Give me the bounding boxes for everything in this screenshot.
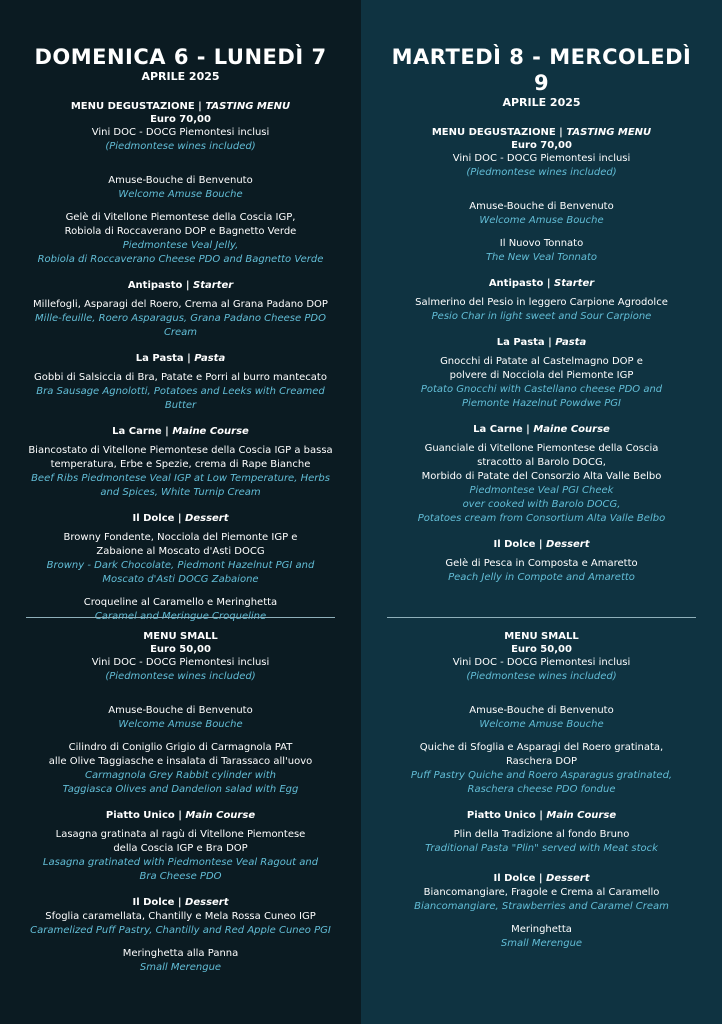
dish-it: Amuse-Bouche di Benvenuto xyxy=(469,705,614,716)
course-title-it: Il Dolce | xyxy=(493,873,547,884)
amuse-bouche xyxy=(385,200,698,228)
dish-en: Beef Ribs Piedmontese Veal IGP at Low Temperature, Herbs xyxy=(31,473,330,484)
course-title-it: La Pasta | xyxy=(135,353,195,364)
course-title-dolce xyxy=(385,872,698,886)
dish-en: Potato Gnocchi with Castellano cheese PDO and xyxy=(420,384,663,395)
dish-en: Pesio Char in light sweet and Sour Carpione xyxy=(431,311,652,322)
course-title-dolce xyxy=(24,512,337,526)
wines-included-it: Vini DOC - DOCG Piemontesi inclusi xyxy=(91,657,270,668)
dish-en: over cooked with Barolo DOCG, xyxy=(462,499,621,510)
dish-en: Lasagna gratinated with Piedmontese Veal Ragout and xyxy=(42,857,319,868)
dish-en: Piedmontese Veal PGI Cheek xyxy=(469,485,614,496)
tasting-menu-heading-en: TASTING MENU xyxy=(205,101,291,112)
dish-it: Amuse-Bouche di Benvenuto xyxy=(469,201,614,212)
wines-included-en: (Piedmontese wines included) xyxy=(466,671,617,682)
dish-en: Robiola di Roccaverano Cheese PDO and Bagnetto Verde xyxy=(37,254,324,265)
dish-it: Browny Fondente, Nocciola del Piemonte IGP e xyxy=(63,532,298,543)
dish-it: Croqueline al Caramello e Meringhetta xyxy=(83,597,278,608)
carne-dish xyxy=(24,444,337,500)
dish-en: Caramelized Puff Pastry, Chantilly and Red Apple Cuneo PGI xyxy=(30,925,331,936)
extra-course xyxy=(24,211,337,267)
antipasto-dish xyxy=(24,298,337,340)
small-menu-heading: MENU SMALL xyxy=(143,631,218,642)
dolce-dish-2 xyxy=(385,923,698,951)
dish-it: Il Nuovo Tonnato xyxy=(499,238,584,249)
dish-en: Carmagnola Grey Rabbit cylinder with xyxy=(84,770,277,781)
dish-it: Gobbi di Salsiccia di Bra, Patate e Porri al burro mantecato xyxy=(34,372,327,383)
main-dish xyxy=(24,828,337,884)
dish-it: Salmerino del Pesio in leggero Carpione Agrodolce xyxy=(415,297,668,308)
dish-en: Bra Cheese PDO xyxy=(139,871,222,882)
wines-included-it: Vini DOC - DOCG Piemontesi inclusi xyxy=(452,153,631,164)
dish-en: Piedmontese Veal Jelly, xyxy=(122,240,239,251)
tasting-menu-price: Euro 70,00 xyxy=(511,140,572,151)
course-title-it: Antipasto | xyxy=(127,280,194,291)
dish-en: and Spices, White Turnip Cream xyxy=(100,487,261,498)
course-title-en: Dessert xyxy=(185,513,229,524)
small-menu-price: Euro 50,00 xyxy=(150,644,211,655)
course-title-carne xyxy=(24,425,337,439)
course-title-en: Maine Course xyxy=(172,426,249,437)
dish-it: Zabaione al Moscato d'Asti DOCG xyxy=(96,546,265,557)
wines-included-it: Vini DOC - DOCG Piemontesi inclusi xyxy=(452,657,631,668)
small-starter xyxy=(24,741,337,797)
dish-it: polvere di Nocciola del Piemonte IGP xyxy=(449,370,634,381)
dish-en: Puff Pastry Quiche and Roero Asparagus gratinated, xyxy=(410,770,673,781)
course-title-en: Dessert xyxy=(546,539,590,550)
dish-en: Piemonte Hazelnut Powdwe PGI xyxy=(462,398,621,409)
course-title-en: Maine Course xyxy=(533,424,610,435)
dish-it: Gelè di Vitellone Piemontese della Coscia IGP, xyxy=(65,212,296,223)
dish-it: Millefogli, Asparagi del Roero, Crema al Grana Padano DOP xyxy=(33,299,328,310)
dish-it: Robiola di Roccaverano DOP e Bagnetto Verde xyxy=(64,226,297,237)
dish-it: Morbido di Patate del Consorzio Alta Valle Belbo xyxy=(421,471,662,482)
tasting-menu-heading-it: MENU DEGUSTAZIONE | xyxy=(431,127,567,138)
dish-en: Welcome Amuse Bouche xyxy=(479,215,604,226)
dolce-dish xyxy=(385,886,698,914)
dish-en: Small Merengue xyxy=(500,938,583,949)
course-title-it: Il Dolce | xyxy=(132,513,186,524)
dolce-dish-2 xyxy=(24,596,337,624)
dolce-dish xyxy=(24,531,337,587)
small-menu xyxy=(24,630,337,975)
course-title-main xyxy=(24,809,337,823)
dish-en: Peach Jelly in Compote and Amaretto xyxy=(448,572,635,583)
dish-it: temperatura, Erbe e Spezie, crema di Rape Bianche xyxy=(50,459,311,470)
dish-it: stracotto al Barolo DOCG, xyxy=(477,457,606,468)
wines-included-en: (Piedmontese wines included) xyxy=(105,141,256,152)
dish-en: Bra Sausage Agnolotti, Potatoes and Leeks with Creamed Butter xyxy=(36,386,325,411)
course-title-it: Piatto Unico | xyxy=(105,810,186,821)
course-title-it: La Pasta | xyxy=(496,337,556,348)
dolce-dish xyxy=(24,910,337,938)
dish-en: Mille-feuille, Roero Asparagus, Grana Padano Cheese PDO Cream xyxy=(35,313,326,338)
dish-it: della Coscia IGP e Bra DOP xyxy=(113,843,248,854)
course-title-it: La Carne | xyxy=(112,426,173,437)
dish-en: Moscato d'Asti DOCG Zabaione xyxy=(102,574,259,585)
pasta-dish xyxy=(385,355,698,411)
dish-it: Lasagna gratinata al ragù di Vitellone Piemontese xyxy=(55,829,306,840)
dish-en: Welcome Amuse Bouche xyxy=(118,719,243,730)
dish-it: Gelè di Pesca in Composta e Amaretto xyxy=(445,558,638,569)
dish-en: Potatoes cream from Consortium Alta Valle Belbo xyxy=(417,513,666,524)
course-title-it: Antipasto | xyxy=(488,278,555,289)
small-menu-heading: MENU SMALL xyxy=(504,631,579,642)
course-title-antipasto xyxy=(385,277,698,291)
course-title-it: Piatto Unico | xyxy=(466,810,547,821)
course-title-en: Main Course xyxy=(546,810,617,821)
course-title-carne xyxy=(385,423,698,437)
dish-it: Sfoglia caramellata, Chantilly e Mela Rossa Cuneo IGP xyxy=(45,911,316,922)
right-column xyxy=(361,0,722,1024)
course-title-main xyxy=(385,809,698,823)
small-starter xyxy=(385,741,698,797)
tasting-menu-heading xyxy=(24,100,337,113)
dish-en: Browny - Dark Chocolate, Piedmont Hazelnut PGI and xyxy=(46,560,315,571)
course-title-dolce xyxy=(385,538,698,552)
dish-en: Small Merengue xyxy=(139,962,222,973)
course-title-dolce xyxy=(24,896,337,910)
course-title-en: Pasta xyxy=(555,337,587,348)
small-menu-price: Euro 50,00 xyxy=(511,644,572,655)
dish-it: Cilindro di Coniglio Grigio di Carmagnola PAT xyxy=(68,742,293,753)
dish-it: Biancostato di Vitellone Piemontese della Coscia IGP a bassa xyxy=(28,445,333,456)
amuse-bouche xyxy=(385,704,698,732)
dish-it: alle Olive Taggiasche e insalata di Tarassaco all'uovo xyxy=(48,756,313,767)
course-title-en: Main Course xyxy=(185,810,256,821)
dish-it: Quiche di Sfoglia e Asparagi del Roero gratinata, xyxy=(419,742,664,753)
dish-it: Gnocchi di Patate al Castelmagno DOP e xyxy=(440,356,643,367)
course-title-pasta xyxy=(24,352,337,366)
tasting-menu-price: Euro 70,00 xyxy=(150,114,211,125)
dish-it: Guanciale di Vitellone Piemontese della Coscia xyxy=(424,443,659,454)
amuse-bouche xyxy=(24,704,337,732)
course-title-en: Pasta xyxy=(194,353,226,364)
course-title-en: Dessert xyxy=(185,897,229,908)
course-title-antipasto xyxy=(24,279,337,293)
left-date-subtitle: APRILE 2025 xyxy=(141,70,220,83)
dish-it: Raschera DOP xyxy=(505,756,578,767)
dish-en: Traditional Pasta "Plin" served with Meat stock xyxy=(425,843,658,854)
tasting-menu-heading xyxy=(385,126,698,139)
dish-en: Welcome Amuse Bouche xyxy=(118,189,243,200)
dolce-dish xyxy=(385,557,698,585)
dish-it: Meringhetta alla Panna xyxy=(122,948,239,959)
wines-included-en: (Piedmontese wines included) xyxy=(466,167,617,178)
course-title-it: Il Dolce | xyxy=(132,897,186,908)
dish-it: Biancomangiare, Fragole e Crema al Caramello xyxy=(423,887,660,898)
dish-it: Amuse-Bouche di Benvenuto xyxy=(108,705,253,716)
pasta-dish xyxy=(24,371,337,413)
course-title-en: Starter xyxy=(193,280,234,291)
dish-en: Biancomangiare, Strawberries and Caramel Cream xyxy=(414,901,669,912)
dish-en: The New Veal Tonnato xyxy=(485,252,598,263)
small-menu xyxy=(385,630,698,951)
tasting-menu-heading-en: TASTING MENU xyxy=(566,127,652,138)
right-date-title: MARTEDÌ 8 - MERCOLEDÌ 9 xyxy=(391,45,692,95)
dish-en: Welcome Amuse Bouche xyxy=(479,719,604,730)
dish-en: Caramel and Meringue Croqueline xyxy=(94,611,267,622)
dish-it: Meringhetta xyxy=(511,924,572,935)
dish-en: Raschera cheese PDO fondue xyxy=(467,784,616,795)
course-title-it: Il Dolce | xyxy=(493,539,547,550)
course-title-it: La Carne | xyxy=(473,424,534,435)
section-divider xyxy=(387,617,696,618)
antipasto-dish xyxy=(385,296,698,324)
course-title-en: Starter xyxy=(554,278,595,289)
tasting-menu-heading-it: MENU DEGUSTAZIONE | xyxy=(70,101,206,112)
course-title-en: Dessert xyxy=(546,873,590,884)
dish-it: Plin della Tradizione al fondo Bruno xyxy=(453,829,630,840)
wines-included-en: (Piedmontese wines included) xyxy=(105,671,256,682)
wines-included-it: Vini DOC - DOCG Piemontesi inclusi xyxy=(91,127,270,138)
carne-dish xyxy=(385,442,698,526)
extra-course xyxy=(385,237,698,265)
dish-en: Taggiasca Olives and Dandelion salad with Egg xyxy=(62,784,299,795)
left-date-title: DOMENICA 6 - LUNEDÌ 7 xyxy=(34,45,327,69)
amuse-bouche xyxy=(24,174,337,202)
section-divider xyxy=(26,617,335,618)
dish-it: Amuse-Bouche di Benvenuto xyxy=(108,175,253,186)
main-dish xyxy=(385,828,698,856)
course-title-pasta xyxy=(385,336,698,350)
right-date-subtitle: APRILE 2025 xyxy=(502,96,581,109)
dolce-dish-2 xyxy=(24,947,337,975)
